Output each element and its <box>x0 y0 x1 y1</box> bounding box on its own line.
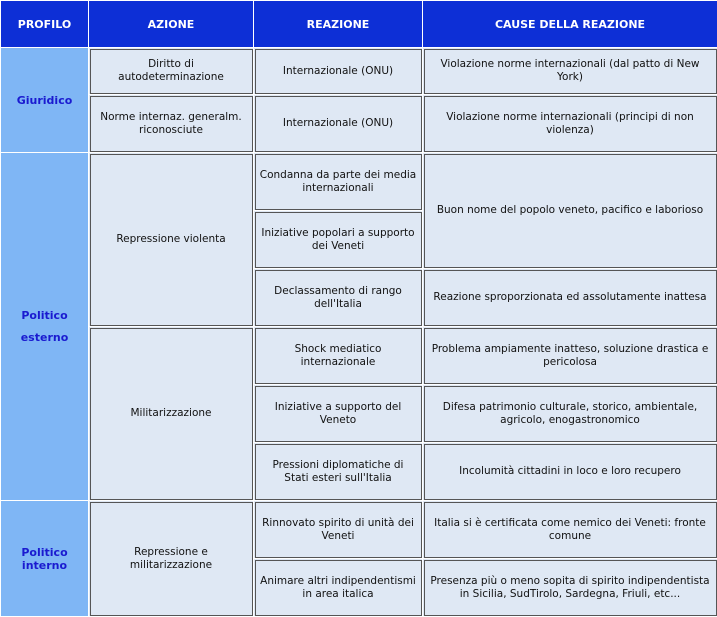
reazione-cell: Internazionale (ONU) <box>254 95 423 153</box>
reazione-cell: Iniziative popolari a supporto dei Veneti <box>254 211 423 269</box>
profile-giuridico: Giuridico <box>1 48 89 153</box>
header-row <box>1 1 717 48</box>
cause-cell: Italia si è certificata come nemico dei Veneti: fronte comune <box>423 501 717 559</box>
profile-politico-esterno <box>1 153 89 501</box>
profile-politico-esterno-line1: Politico <box>21 309 68 322</box>
table-row <box>1 501 717 559</box>
cause-cell: Problema ampiamente inatteso, soluzione drastica e pericolosa <box>423 327 717 385</box>
reazione-cell: Pressioni diplomatiche di Stati esteri sull'Italia <box>254 443 423 501</box>
azione-cell: Militarizzazione <box>89 327 254 501</box>
azione-cell: Diritto di autodeterminazione <box>89 48 254 95</box>
header-reazione: REAZIONE <box>254 1 423 48</box>
reazione-cell: Condanna da parte dei media internazionali <box>254 153 423 211</box>
azione-cell: Repressione violenta <box>89 153 254 327</box>
header-azione: AZIONE <box>89 1 254 48</box>
profile-politico-esterno-line2: esterno <box>20 331 69 344</box>
cause-cell: Reazione sproporzionata ed assolutamente inattesa <box>423 269 717 327</box>
reazione-cell: Iniziative a supporto del Veneto <box>254 385 423 443</box>
azione-cell: Repressione e militarizzazione <box>89 501 254 617</box>
cause-cell: Violazione norme internazionali (principi di non violenza) <box>423 95 717 153</box>
table-row <box>1 48 717 95</box>
reazione-cell: Rinnovato spirito di unità dei Veneti <box>254 501 423 559</box>
reazione-cell: Shock mediatico internazionale <box>254 327 423 385</box>
reazione-cell: Declassamento di rango dell'Italia <box>254 269 423 327</box>
cause-cell: Buon nome del popolo veneto, pacifico e laborioso <box>423 153 717 269</box>
cause-cell: Incolumità cittadini in loco e loro recupero <box>423 443 717 501</box>
reazione-cell: Internazionale (ONU) <box>254 48 423 95</box>
header-profilo: PROFILO <box>1 1 89 48</box>
cause-cell: Violazione norme internazionali (dal patto di New York) <box>423 48 717 95</box>
header-cause: CAUSE DELLA REAZIONE <box>423 1 717 48</box>
profile-politico-interno: Politico interno <box>1 501 89 617</box>
cause-cell: Presenza più o meno sopita di spirito indipendentista in Sicilia, SudTirolo, Sardegna, Friuli, etc... <box>423 559 717 617</box>
azione-cell: Norme internaz. generalm. riconosciute <box>89 95 254 153</box>
table-row <box>1 327 717 385</box>
table-row <box>1 153 717 211</box>
cause-cell: Difesa patrimonio culturale, storico, ambientale, agricolo, enogastronomico <box>423 385 717 443</box>
table-row <box>1 95 717 153</box>
reazione-cell: Animare altri indipendentismi in area italica <box>254 559 423 617</box>
